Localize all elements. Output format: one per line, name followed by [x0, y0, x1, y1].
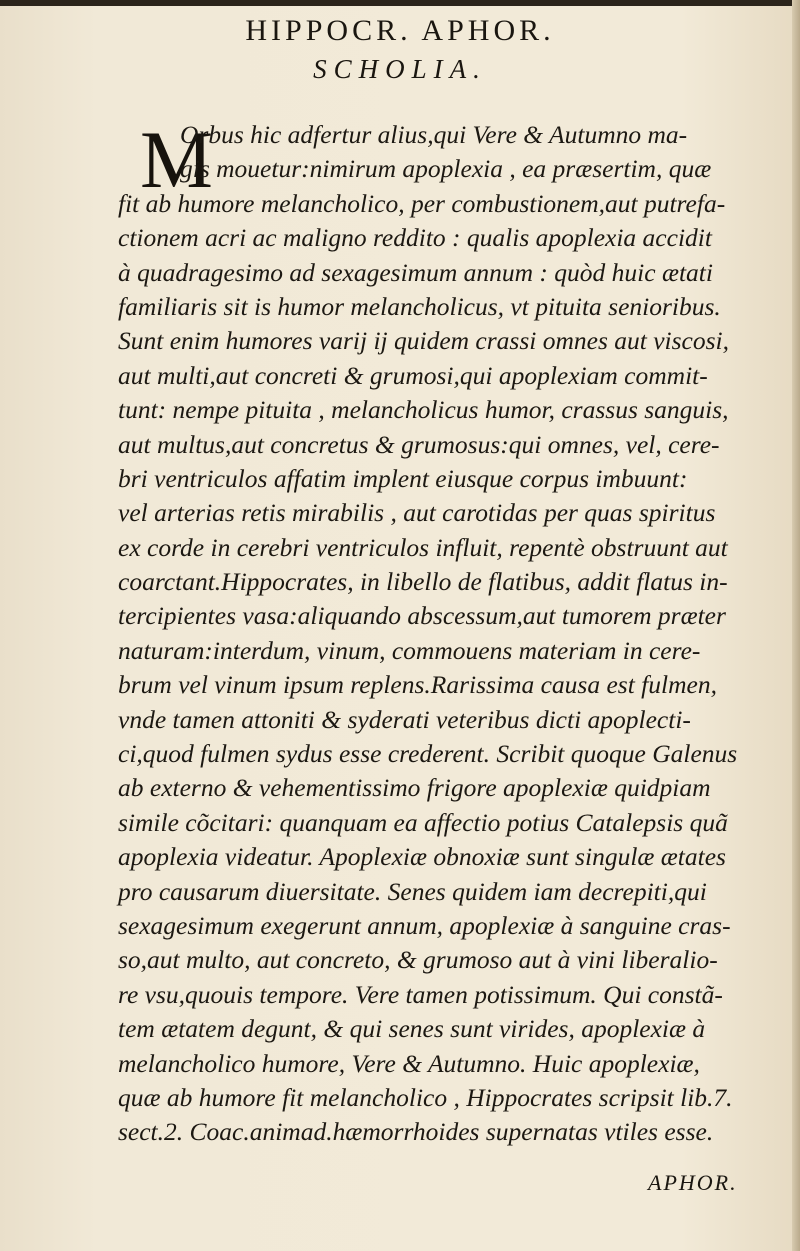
text-line: gis mouetur:nimirum apoplexia , ea præsertim, quæ [180, 154, 712, 184]
text-line: aut multi,aut concreti & grumosi,qui apoplexiam commit- [118, 360, 708, 390]
drop-cap: M [140, 114, 213, 205]
text-line: aut multus,aut concretus & grumosus:qui omnes, vel, cere- [118, 429, 720, 459]
page-right-edge [792, 0, 800, 1251]
text-line: brum vel vinum ipsum replens.Rarissima causa est fulmen, [118, 670, 717, 700]
text-line: ci,quod fulmen sydus esse crederent. Scribit quoque Galenus [118, 739, 738, 769]
text-line: sect.2. Coac.animad.hæmorrhoides supernatas vtiles esse. [118, 1117, 714, 1147]
text-line: ab externo & vehementissimo frigore apoplexiæ quidpiam [118, 773, 711, 803]
text-line: naturam:interdum, vinum, commouens materiam in cere- [118, 635, 701, 665]
text-line: ex corde in cerebri ventriculos influit, repentè obstruunt aut [118, 532, 728, 562]
text-line: quæ ab humore fit melancholico , Hippocrates scripsit lib.7. [118, 1082, 733, 1112]
text-line: simile cõcitari: quanquam ea affectio potius Catalepsis quã [118, 807, 728, 837]
catchword: APHOR. [648, 1170, 738, 1195]
text-line: Sunt enim humores varij ij quidem crassi omnes aut viscosi, [118, 326, 730, 356]
page-top-edge [0, 0, 800, 6]
text-line: Orbus hic adfertur alius,qui Vere & Autumno ma- [180, 120, 688, 149]
running-head: HIPPOCR. APHOR. [245, 14, 555, 47]
text-line: melancholico humore, Vere & Autumno. Huic apoplexiæ, [118, 1048, 700, 1078]
text-line: tercipientes vasa:aliquando abscessum,aut tumorem præter [118, 601, 726, 631]
text-line: familiaris sit is humor melancholicus, vt pituita senioribus. [118, 291, 721, 321]
scholia-text [118, 114, 790, 1150]
text-line: vnde tamen attoniti & syderati veteribus dicti apoplecti- [118, 704, 691, 734]
text-line: pro causarum diuersitate. Senes quidem iam decrepiti,qui [118, 876, 707, 906]
text-line: à quadragesimo ad sexagesimum annum : quòd huic ætati [118, 257, 713, 287]
text-line: tunt: nempe pituita , melancholicus humor, crassus sanguis, [118, 395, 729, 425]
text-line: re vsu,quouis tempore. Vere tamen potissimum. Qui constã- [118, 979, 723, 1009]
text-line: so,aut multo, aut concreto, & grumoso aut à vini liberalio- [118, 945, 718, 975]
text-line: ctionem acri ac maligno reddito : qualis apoplexia accidit [118, 223, 712, 253]
section-title: SCHOLIA. [313, 54, 487, 84]
text-line: vel arterias retis mirabilis , aut carotidas per quas spiritus [118, 498, 716, 528]
text-line: sexagesimum exegerunt annum, apoplexiæ à sanguine cras- [118, 910, 731, 940]
text-line: fit ab humore melancholico, per combustionem,aut putrefa- [118, 188, 726, 218]
text-line: coarctant.Hippocrates, in libello de flatibus, addit flatus in- [118, 567, 728, 597]
text-line: bri ventriculos affatim implent eiusque corpus imbuunt: [118, 463, 688, 493]
text-line: tem ætatem degunt, & qui senes sunt virides, apoplexiæ à [118, 1014, 706, 1044]
text-line: apoplexia videatur. Apoplexiæ obnoxiæ sunt singulæ ætates [118, 842, 726, 872]
